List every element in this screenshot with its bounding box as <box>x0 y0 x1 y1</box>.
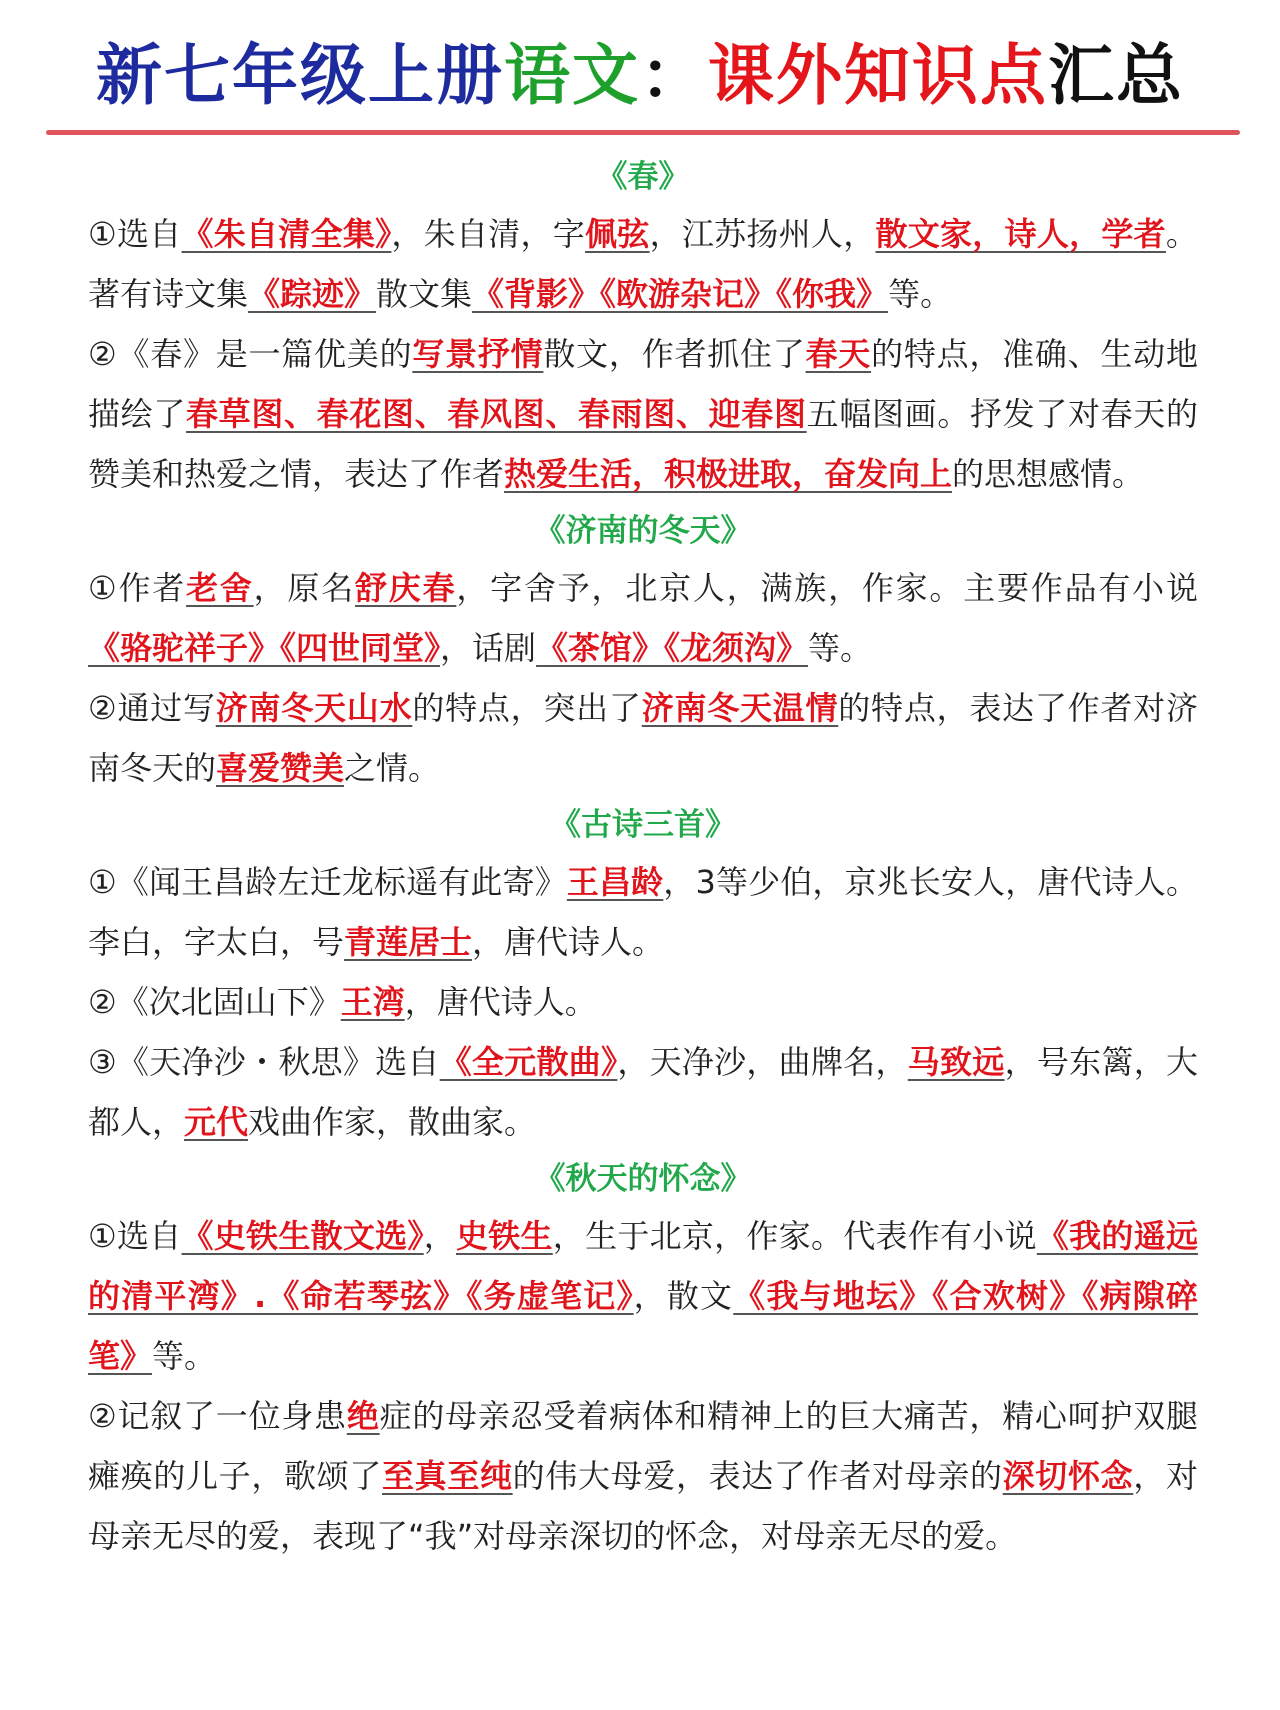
highlighted-term: 济南冬天温情 <box>641 689 839 727</box>
highlighted-term: 散文家，诗人，学者 <box>875 215 1166 253</box>
highlighted-term: 《全元散曲》 <box>439 1043 618 1081</box>
highlighted-term: 《我的遥远的清平湾》.《命若琴弦》《务虚笔记》 <box>88 1217 1198 1315</box>
section-title: 《济南的冬天》 <box>534 513 752 549</box>
paragraph-text: 的特点，突出了 <box>412 689 642 727</box>
highlighted-term: 《朱自清全集》 <box>181 215 392 253</box>
highlighted-term: 绝 <box>346 1397 380 1435</box>
section-title: 《春》 <box>596 159 690 195</box>
paragraph-text: 之情。 <box>344 749 441 787</box>
section-paragraph <box>88 1386 1198 1566</box>
highlighted-term: 喜爱赞美 <box>216 749 345 787</box>
highlighted-term: 深切怀念 <box>1002 1457 1134 1495</box>
highlighted-term: 写景抒情 <box>412 335 544 373</box>
section-paragraph <box>88 204 1198 324</box>
section-paragraph <box>88 324 1198 504</box>
paragraph-text: ，江苏扬州人， <box>649 215 876 253</box>
highlighted-term: 《史铁生散文选》 <box>181 1217 424 1255</box>
paragraph-text: ①选自 <box>88 215 182 253</box>
title-divider <box>46 130 1240 135</box>
title-part-subject: 语文 <box>504 37 640 114</box>
paragraph-text: 戏曲作家，散曲家。 <box>248 1103 537 1141</box>
section-title: 《古诗三首》 <box>550 807 736 843</box>
paragraph-text: 五幅图画。抒发了对春天的赞美和热爱之情，表达了作者 <box>88 395 1198 493</box>
highlighted-term: 至真至纯 <box>381 1457 513 1495</box>
highlighted-term: 舒庆春 <box>355 569 457 607</box>
paragraph-text: ，字舍予，北京人，满族，作家。主要作品有小说 <box>456 569 1198 607</box>
highlighted-term: 《我与地坛》《合欢树》《病隙碎笔》 <box>88 1277 1198 1375</box>
paragraph-text: 的特点，准确、生动地描绘了 <box>88 335 1198 433</box>
section-title: 《秋天的怀念》 <box>534 1161 752 1197</box>
paragraph-text: ②记叙了一位身患 <box>88 1397 347 1435</box>
paragraph-text: ，散文 <box>633 1277 734 1315</box>
highlighted-term: 史铁生 <box>455 1217 553 1255</box>
highlighted-term: 佩弦 <box>585 215 650 253</box>
paragraph-text: ②《春》是一篇优美的 <box>88 335 413 373</box>
title-part-summary: 汇总 <box>1048 37 1184 114</box>
paragraph-text: 的特点，表达了作者对济南冬天的 <box>88 689 1198 787</box>
highlighted-term: 春草图、春花图、春风图、春雨图、迎春图 <box>186 395 807 433</box>
section-paragraph <box>88 1206 1198 1386</box>
paragraph-text: ③《天净沙・秋思》选自 <box>88 1043 440 1081</box>
page-title <box>0 28 1280 124</box>
paragraph-text: ，唐代诗人。 <box>472 923 665 961</box>
title-part-colon: ： <box>640 37 708 114</box>
paragraph-text: ，朱自清，字 <box>391 215 586 253</box>
section-paragraph <box>88 678 1198 798</box>
highlighted-term: 济南冬天山水 <box>215 689 413 727</box>
paragraph-text: 症的母亲忍受着病体和精神上的巨大痛苦，精心呵护双腿瘫痪的儿子，歌颂了 <box>88 1397 1198 1495</box>
paragraph-text: ②《次北固山下》 <box>88 983 341 1021</box>
paragraph-text: 等。 <box>808 629 873 667</box>
paragraph-text: ， <box>423 1217 456 1255</box>
paragraph-text: ①《闻王昌龄左迁龙标遥有此寄》 <box>88 863 567 901</box>
section-paragraph <box>88 852 1198 972</box>
paragraph-text: ②通过写 <box>88 689 216 727</box>
paragraph-text: ，话剧 <box>440 629 537 667</box>
paragraph-text: ①选自 <box>88 1217 182 1255</box>
highlighted-term: 《背影》《欧游杂记》《你我》 <box>472 275 889 313</box>
content-body <box>88 150 1198 1566</box>
paragraph-text: 等。 <box>888 275 953 313</box>
section-paragraph <box>88 972 1198 1032</box>
highlighted-term: 《骆驼祥子》《四世同堂》 <box>88 629 441 667</box>
paragraph-text: 散文集 <box>376 275 473 313</box>
title-part-grade: 新七年级上册 <box>96 37 504 114</box>
paragraph-text: 的伟大母爱，表达了作者对母亲的 <box>512 1457 1003 1495</box>
highlighted-term: 王昌龄 <box>566 863 664 901</box>
highlighted-term: 王湾 <box>340 983 405 1021</box>
paragraph-text: 散文，作者抓住了 <box>543 335 806 373</box>
paragraph-text: ，天净沙，曲牌名， <box>617 1043 908 1081</box>
section-paragraph <box>88 1032 1198 1152</box>
highlighted-term: 《茶馆》《龙须沟》 <box>536 629 809 667</box>
paragraph-text: ①作者 <box>88 569 187 607</box>
paragraph-text: 。著有诗文集 <box>88 215 1198 313</box>
title-part-topic: 课外知识点 <box>708 37 1048 114</box>
paragraph-text: 等。 <box>152 1337 217 1375</box>
highlighted-term: 热爱生活，积极进取，奋发向上 <box>504 455 953 493</box>
paragraph-text: ，对母亲无尽的爱，表现了“我”对母亲深切的怀念，对母亲无尽的爱。 <box>88 1457 1198 1555</box>
highlighted-term: 老舍 <box>186 569 254 607</box>
section-paragraph <box>88 558 1198 678</box>
highlighted-term: 《踪迹》 <box>248 275 377 313</box>
highlighted-term: 青莲居士 <box>344 923 473 961</box>
paragraph-text: ，原名 <box>253 569 356 607</box>
highlighted-term: 春天 <box>805 335 872 373</box>
paragraph-text: ，生于北京，作家。代表作有小说 <box>552 1217 1037 1255</box>
paragraph-text: 的思想感情。 <box>952 455 1145 493</box>
paragraph-text: ，号东篱，大都人， <box>88 1043 1198 1141</box>
paragraph-text: ，唐代诗人。 <box>404 983 597 1021</box>
highlighted-term: 马致远 <box>907 1043 1005 1081</box>
paragraph-text: ，3等少伯，京兆长安人，唐代诗人。李白，字太白，号 <box>88 863 1198 961</box>
highlighted-term: 元代 <box>184 1103 249 1141</box>
